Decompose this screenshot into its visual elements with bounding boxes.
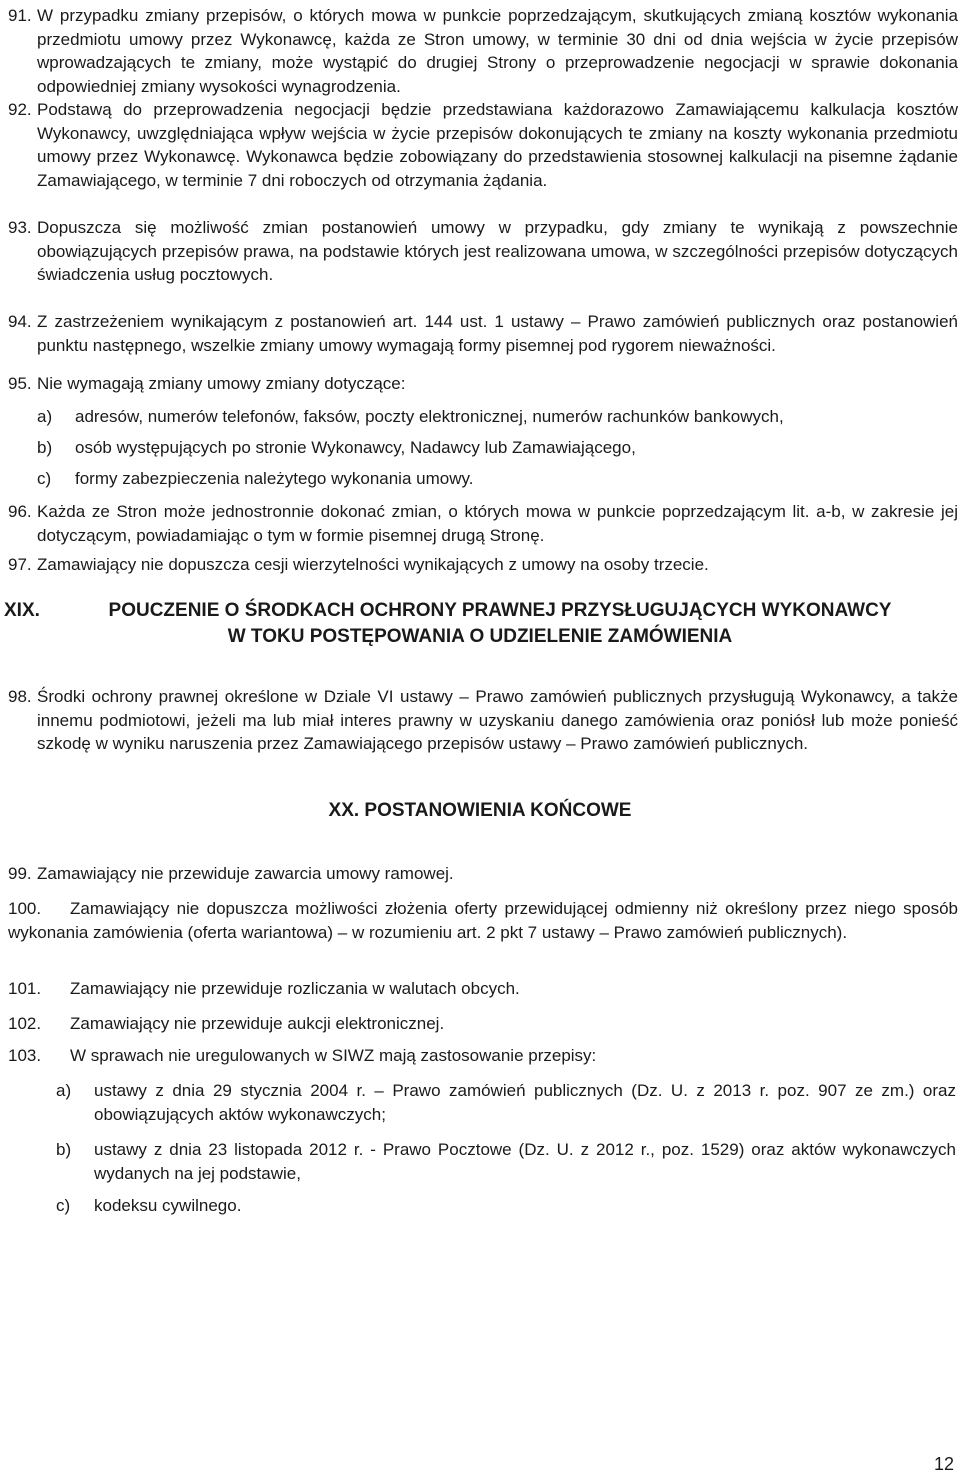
paragraph-number: 102. xyxy=(8,1014,42,1033)
list-item-label: c) xyxy=(56,1196,71,1215)
paragraph-number: 95. xyxy=(8,374,32,393)
paragraph-text: Z zastrzeżeniem wynikającym z postanowień art. 144 ust. 1 ustawy – Prawo zamówień publicznych oraz postanowień punktu następnego, wszelkie zmiany umowy wymagają formy pisemnej pod rygorem nieważności. xyxy=(37,312,958,355)
paragraph-number: 98. xyxy=(8,687,32,706)
paragraph-text: Każda ze Stron może jednostronnie dokonać zmian, o których mowa w punkcie poprzedzającym lit. a-b, w zakresie jej dotyczącym, powiadamiając o tym w formie pisemnej drugą Stronę. xyxy=(37,502,958,545)
paragraph-text: W sprawach nie uregulowanych w SIWZ mają zastosowanie przepisy: xyxy=(70,1046,597,1065)
paragraph-text: Nie wymagają zmiany umowy zmiany dotyczące: xyxy=(37,374,406,393)
paragraph-101 xyxy=(8,977,958,1001)
list-item xyxy=(37,436,917,460)
paragraph-text: Podstawą do przeprowadzenia negocjacji będzie przedstawiana każdorazowo Zamawiającemu kalkulacja kosztów Wykonawcy, uwzględniająca wpływ wejścia w życie przepisów dokonujących te zmiany na koszty wykonania przedmiotu umowy przez Wykonawcę. Wykonawca będzie zobowiązany do przedstawienia stosownej kalkulacji na pisemne żądanie Zamawiającego, w terminie 7 dni roboczych od otrzymania żądania. xyxy=(37,100,958,190)
paragraph-91 xyxy=(8,4,958,98)
list-item-label: a) xyxy=(37,407,53,426)
paragraph-102 xyxy=(8,1012,958,1036)
list-item xyxy=(56,1138,956,1185)
list-item xyxy=(56,1079,956,1126)
paragraph-96 xyxy=(8,500,958,547)
paragraph-98 xyxy=(8,685,958,756)
section-heading-xix xyxy=(0,598,960,650)
list-item xyxy=(37,467,917,491)
list-item-text: adresów, numerów telefonów, faksów, poczty elektronicznej, numerów rachunków bankowych, xyxy=(75,407,784,426)
paragraph-text: Zamawiający nie dopuszcza możliwości złożenia oferty przewidującej odmienny niż określony przez niego sposób wykonania zamówienia (oferta wariantowa) – w rozumieniu art. 2 pkt 7 ustawy – Prawo zamówień publicznych). xyxy=(8,899,958,942)
list-item-text: formy zabezpieczenia należytego wykonania umowy. xyxy=(75,469,474,488)
list-item-text: osób występujących po stronie Wykonawcy, Nadawcy lub Zamawiającego, xyxy=(75,438,636,457)
paragraph-text: W przypadku zmiany przepisów, o których mowa w punkcie poprzedzającym, skutkujących zmianą kosztów wykonania przedmiotu umowy przez Wykonawcę, każda ze Stron umowy, w terminie 30 dni od dnia wejścia w życie przepisów wprowadzających te zmiany, może wystąpić do drugiej Strony o przeprowadzenie negocjacji w sprawie dokonania odpowiedniej zmiany wysokości wynagrodzenia. xyxy=(37,6,958,96)
paragraph-92 xyxy=(8,98,958,192)
paragraph-text: Zamawiający nie przewiduje rozliczania w walutach obcych. xyxy=(70,979,520,998)
list-item-label: a) xyxy=(56,1081,72,1100)
paragraph-number: 103. xyxy=(8,1046,42,1065)
paragraph-number: 96. xyxy=(8,502,32,521)
paragraph-100 xyxy=(8,897,958,944)
section-title: XX. POSTANOWIENIA KOŃCOWE xyxy=(328,800,632,821)
paragraph-number: 94. xyxy=(8,312,32,331)
list-item-label: b) xyxy=(37,438,53,457)
paragraph-text: Dopuszcza się możliwość zmian postanowień umowy w przypadku, gdy zmiany te wynikają z powszechnie obowiązujących przepisów prawa, na podstawie których jest realizowana umowa, w szczególności przepisów dotyczących świadczenia usług pocztowych. xyxy=(37,218,958,284)
list-item xyxy=(37,405,917,429)
paragraph-text: Zamawiający nie przewiduje zawarcia umowy ramowej. xyxy=(37,864,454,883)
section-title-line-1: POUCZENIE O ŚRODKACH OCHRONY PRAWNEJ PRZYSŁUGUJĄCYCH WYKONAWCY xyxy=(108,600,892,621)
list-item-text: ustawy z dnia 29 stycznia 2004 r. – Prawo zamówień publicznych (Dz. U. z 2013 r. poz. 907 ze zm.) oraz obowiązujących aktów wykonawczych; xyxy=(94,1081,956,1124)
paragraph-number: 93. xyxy=(8,218,32,237)
section-heading-xx xyxy=(0,798,960,824)
paragraph-97 xyxy=(8,553,958,577)
list-item-text: ustawy z dnia 23 listopada 2012 r. - Prawo Pocztowe (Dz. U. z 2012 r., poz. 1529) oraz aktów wykonawczych wydanych na jej podstawie, xyxy=(94,1140,956,1183)
paragraph-103 xyxy=(8,1044,958,1068)
paragraph-99 xyxy=(8,862,958,886)
paragraph-number: 99. xyxy=(8,864,32,883)
paragraph-number: 100. xyxy=(8,899,42,918)
paragraph-text: Środki ochrony prawnej określone w Dziale VI ustawy – Prawo zamówień publicznych przysługują Wykonawcy, a także innemu podmiotowi, jeżeli ma lub miał interes prawny w uzyskaniu danego zamówienia oraz poniósł lub może ponieść szkodę w wyniku naruszenia przez Zamawiającego przepisów ustawy – Prawo zamówień publicznych. xyxy=(37,687,958,753)
section-number: XIX. xyxy=(4,600,40,621)
list-item-label: c) xyxy=(37,469,52,488)
list-item-label: b) xyxy=(56,1140,72,1159)
paragraph-number: 92. xyxy=(8,100,32,119)
paragraph-text: Zamawiający nie przewiduje aukcji elektronicznej. xyxy=(70,1014,445,1033)
paragraph-text: Zamawiający nie dopuszcza cesji wierzytelności wynikających z umowy na osoby trzecie. xyxy=(37,555,709,574)
paragraph-95 xyxy=(8,372,958,396)
page-number: 12 xyxy=(933,1454,954,1474)
list-item-text: kodeksu cywilnego. xyxy=(94,1196,242,1215)
paragraph-93 xyxy=(8,216,958,287)
section-title-line-2: W TOKU POSTĘPOWANIA O UDZIELENIE ZAMÓWIENIA xyxy=(227,626,733,647)
paragraph-94 xyxy=(8,310,958,357)
paragraph-number: 91. xyxy=(8,6,32,25)
paragraph-number: 97. xyxy=(8,555,32,574)
paragraph-number: 101. xyxy=(8,979,42,998)
list-item xyxy=(56,1194,956,1218)
